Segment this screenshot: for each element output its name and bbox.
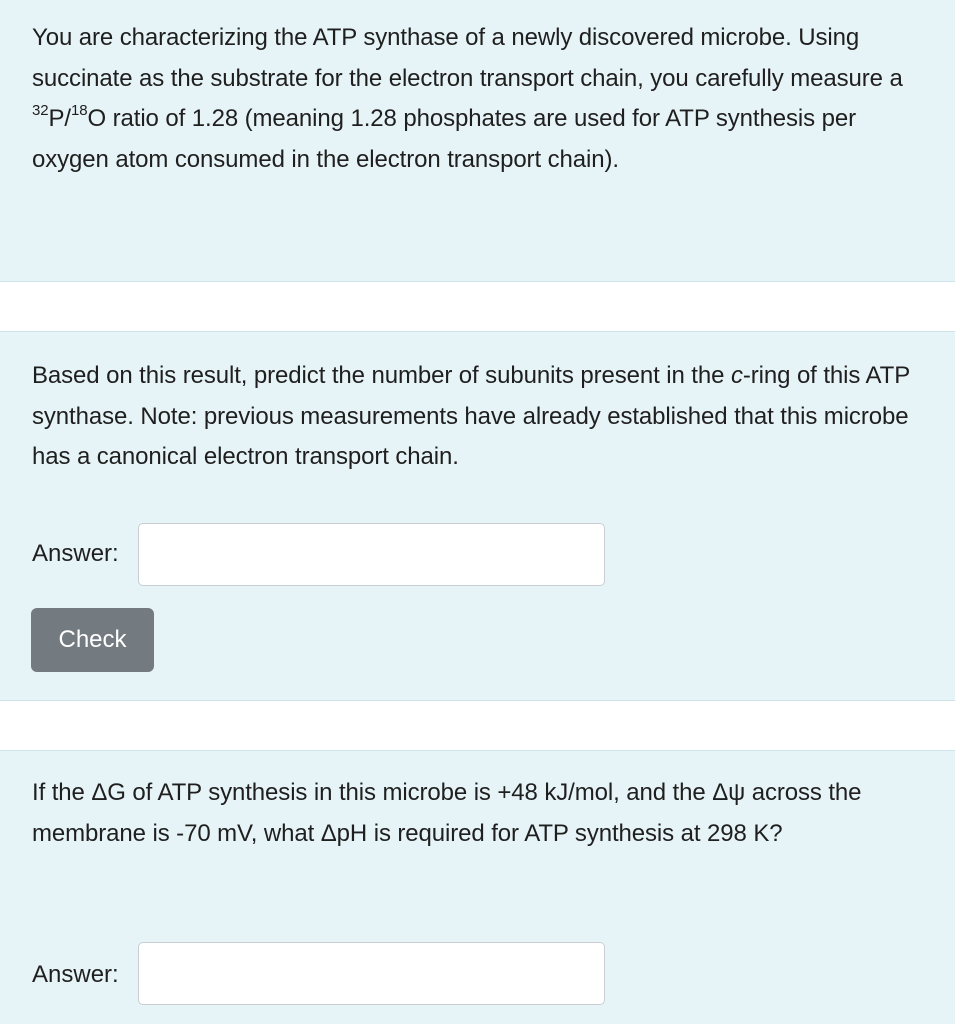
question-3-answer-label: Answer: <box>32 961 119 988</box>
oxygen-isotope-superscript: 18 <box>70 102 88 119</box>
question-2-answer-input[interactable] <box>138 523 605 586</box>
question-1-text-part-a: You are characterizing the ATP synthase of a newly discovered microbe. Using succinate as the substrate for the electron transport chain, you carefully measure a <box>32 24 903 92</box>
phosphorus-isotope-superscript: 32 <box>32 102 49 119</box>
phosphorus-symbol: P/ <box>48 105 71 132</box>
question-3-panel <box>0 750 955 1024</box>
question-2-text-part-a: Based on this result, predict the number of subunits present in the <box>32 362 731 389</box>
question-3-text: If the ΔG of ATP synthesis in this microbe is +48 kJ/mol, and the Δψ across the membrane is -70 mV, what ΔpH is required for ATP synthesis at 298 K? <box>32 779 862 847</box>
question-3-answer-input[interactable] <box>138 942 605 1005</box>
check-button[interactable]: Check <box>31 608 154 672</box>
question-2-panel <box>0 331 955 701</box>
c-ring-italic-c: c <box>730 362 743 389</box>
question-1-text-part-b: O ratio of 1.28 (meaning 1.28 phosphates are used for ATP synthesis per oxygen atom consumed in the electron transport chain). <box>32 105 856 173</box>
question-1-panel <box>0 0 955 282</box>
question-1-text <box>32 18 912 180</box>
question-2-text <box>32 356 912 478</box>
question-2-text-part-b: -ring of this ATP synthase. Note: previous measurements have already established that this microbe has a canonical electron transport chain. <box>32 362 910 470</box>
question-2-answer-label: Answer: <box>32 540 119 567</box>
